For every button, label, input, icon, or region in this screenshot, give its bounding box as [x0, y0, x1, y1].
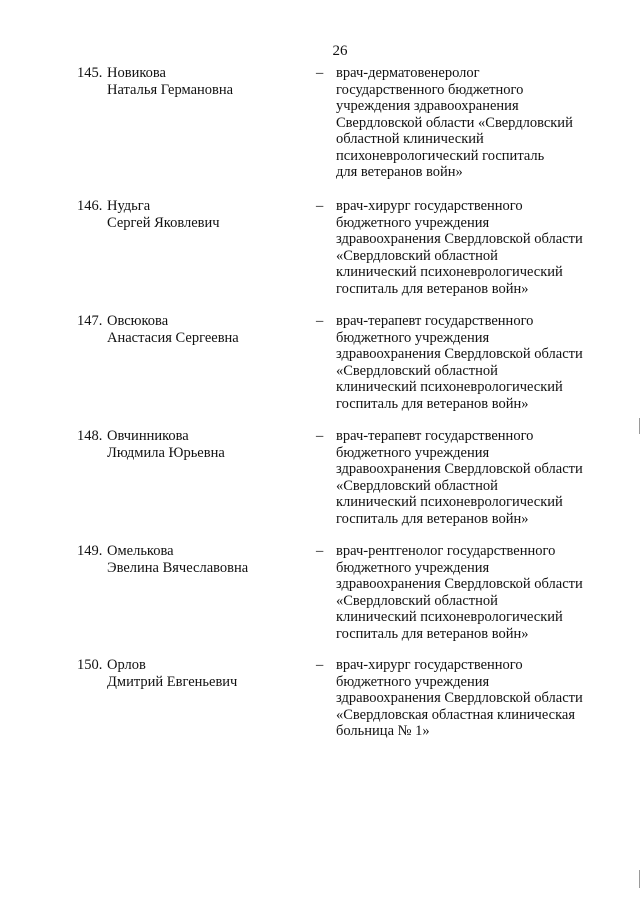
position-line: здравоохранения Свердловской области [336, 461, 583, 477]
position-line: госпиталь для ветеранов войн» [336, 625, 529, 642]
person-name [107, 313, 239, 346]
person-surname: Омелькова [107, 543, 174, 559]
person-given-names: Наталья Германовна [107, 81, 234, 98]
position-line: врач-рентгенолог государственного [336, 543, 556, 559]
position-line: больница № 1» [336, 723, 430, 739]
position-line: врач-хирург государственного [336, 657, 523, 673]
position-line: учреждения здравоохранения [336, 98, 519, 114]
position-line: «Свердловский областной [336, 362, 498, 379]
position-line: Свердловской области «Свердловский [336, 114, 573, 131]
person-surname: Овчинникова [107, 428, 189, 444]
person-given-names: Анастасия Сергеевна [107, 329, 239, 346]
position-line: госпиталь для ветеранов войн» [336, 280, 529, 297]
person-name [107, 65, 233, 98]
person-surname: Овсюкова [107, 313, 169, 329]
position-line: здравоохранения Свердловской области [336, 231, 583, 247]
position-line: клинический психоневрологический [336, 609, 563, 625]
entry-number: 147. [77, 313, 103, 329]
position-description [336, 428, 583, 527]
position-line: бюджетного учреждения [336, 444, 490, 461]
entry-dash: – [316, 313, 324, 329]
position-line: бюджетного учреждения [336, 559, 490, 576]
entry-dash: – [316, 657, 324, 673]
position-line: врач-хирург государственного [336, 198, 523, 214]
entry-number: 146. [77, 198, 103, 214]
entry-number: 148. [77, 428, 103, 444]
position-description [336, 313, 583, 412]
position-line: бюджетного учреждения [336, 214, 490, 231]
position-line: «Свердловская областная клиническая [336, 706, 576, 723]
entry-dash: – [316, 428, 324, 444]
person-given-names: Сергей Яковлевич [107, 214, 220, 231]
position-line: госпиталь для ветеранов войн» [336, 510, 529, 527]
person-given-names: Людмила Юрьевна [107, 444, 225, 461]
position-line: здравоохранения Свердловской области [336, 690, 583, 706]
position-line: клинический психоневрологический [336, 264, 563, 280]
position-line: государственного бюджетного [336, 81, 524, 98]
position-line: здравоохранения Свердловской области [336, 346, 583, 362]
position-description [336, 657, 583, 740]
position-line: психоневрологический госпиталь [336, 147, 545, 164]
position-line: бюджетного учреждения [336, 673, 490, 690]
person-surname: Новикова [107, 65, 166, 81]
position-line: врач-дерматовенеролог [336, 65, 480, 81]
position-line: клинический психоневрологический [336, 379, 563, 395]
person-given-names: Дмитрий Евгеньевич [107, 673, 238, 690]
person-name [107, 198, 220, 231]
entry-dash: – [316, 543, 324, 559]
person-name [107, 657, 237, 690]
position-line: клинический психоневрологический [336, 494, 563, 510]
position-line: «Свердловский областной [336, 477, 498, 494]
entry-dash: – [316, 65, 324, 81]
position-description [336, 543, 583, 642]
position-line: «Свердловский областной [336, 247, 498, 264]
person-surname: Нудьга [107, 198, 151, 214]
position-description [336, 65, 573, 181]
person-name [107, 543, 248, 576]
position-line: здравоохранения Свердловской области [336, 576, 583, 592]
position-line: для ветеранов войн» [336, 164, 463, 180]
position-line: областной клинический [336, 131, 484, 147]
person-given-names: Эвелина Вячеславовна [107, 559, 249, 576]
position-line: врач-терапевт государственного [336, 428, 534, 444]
page-number: 26 [332, 43, 348, 59]
position-line: бюджетного учреждения [336, 329, 490, 346]
entry-number: 145. [77, 65, 103, 81]
entry-dash: – [316, 198, 324, 214]
entry-number: 150. [77, 657, 103, 673]
position-line: врач-терапевт государственного [336, 313, 534, 329]
entry-number: 149. [77, 543, 103, 559]
person-name [107, 428, 225, 461]
person-surname: Орлов [107, 657, 146, 673]
position-line: «Свердловский областной [336, 592, 498, 609]
position-line: госпиталь для ветеранов войн» [336, 395, 529, 412]
position-description [336, 198, 583, 297]
